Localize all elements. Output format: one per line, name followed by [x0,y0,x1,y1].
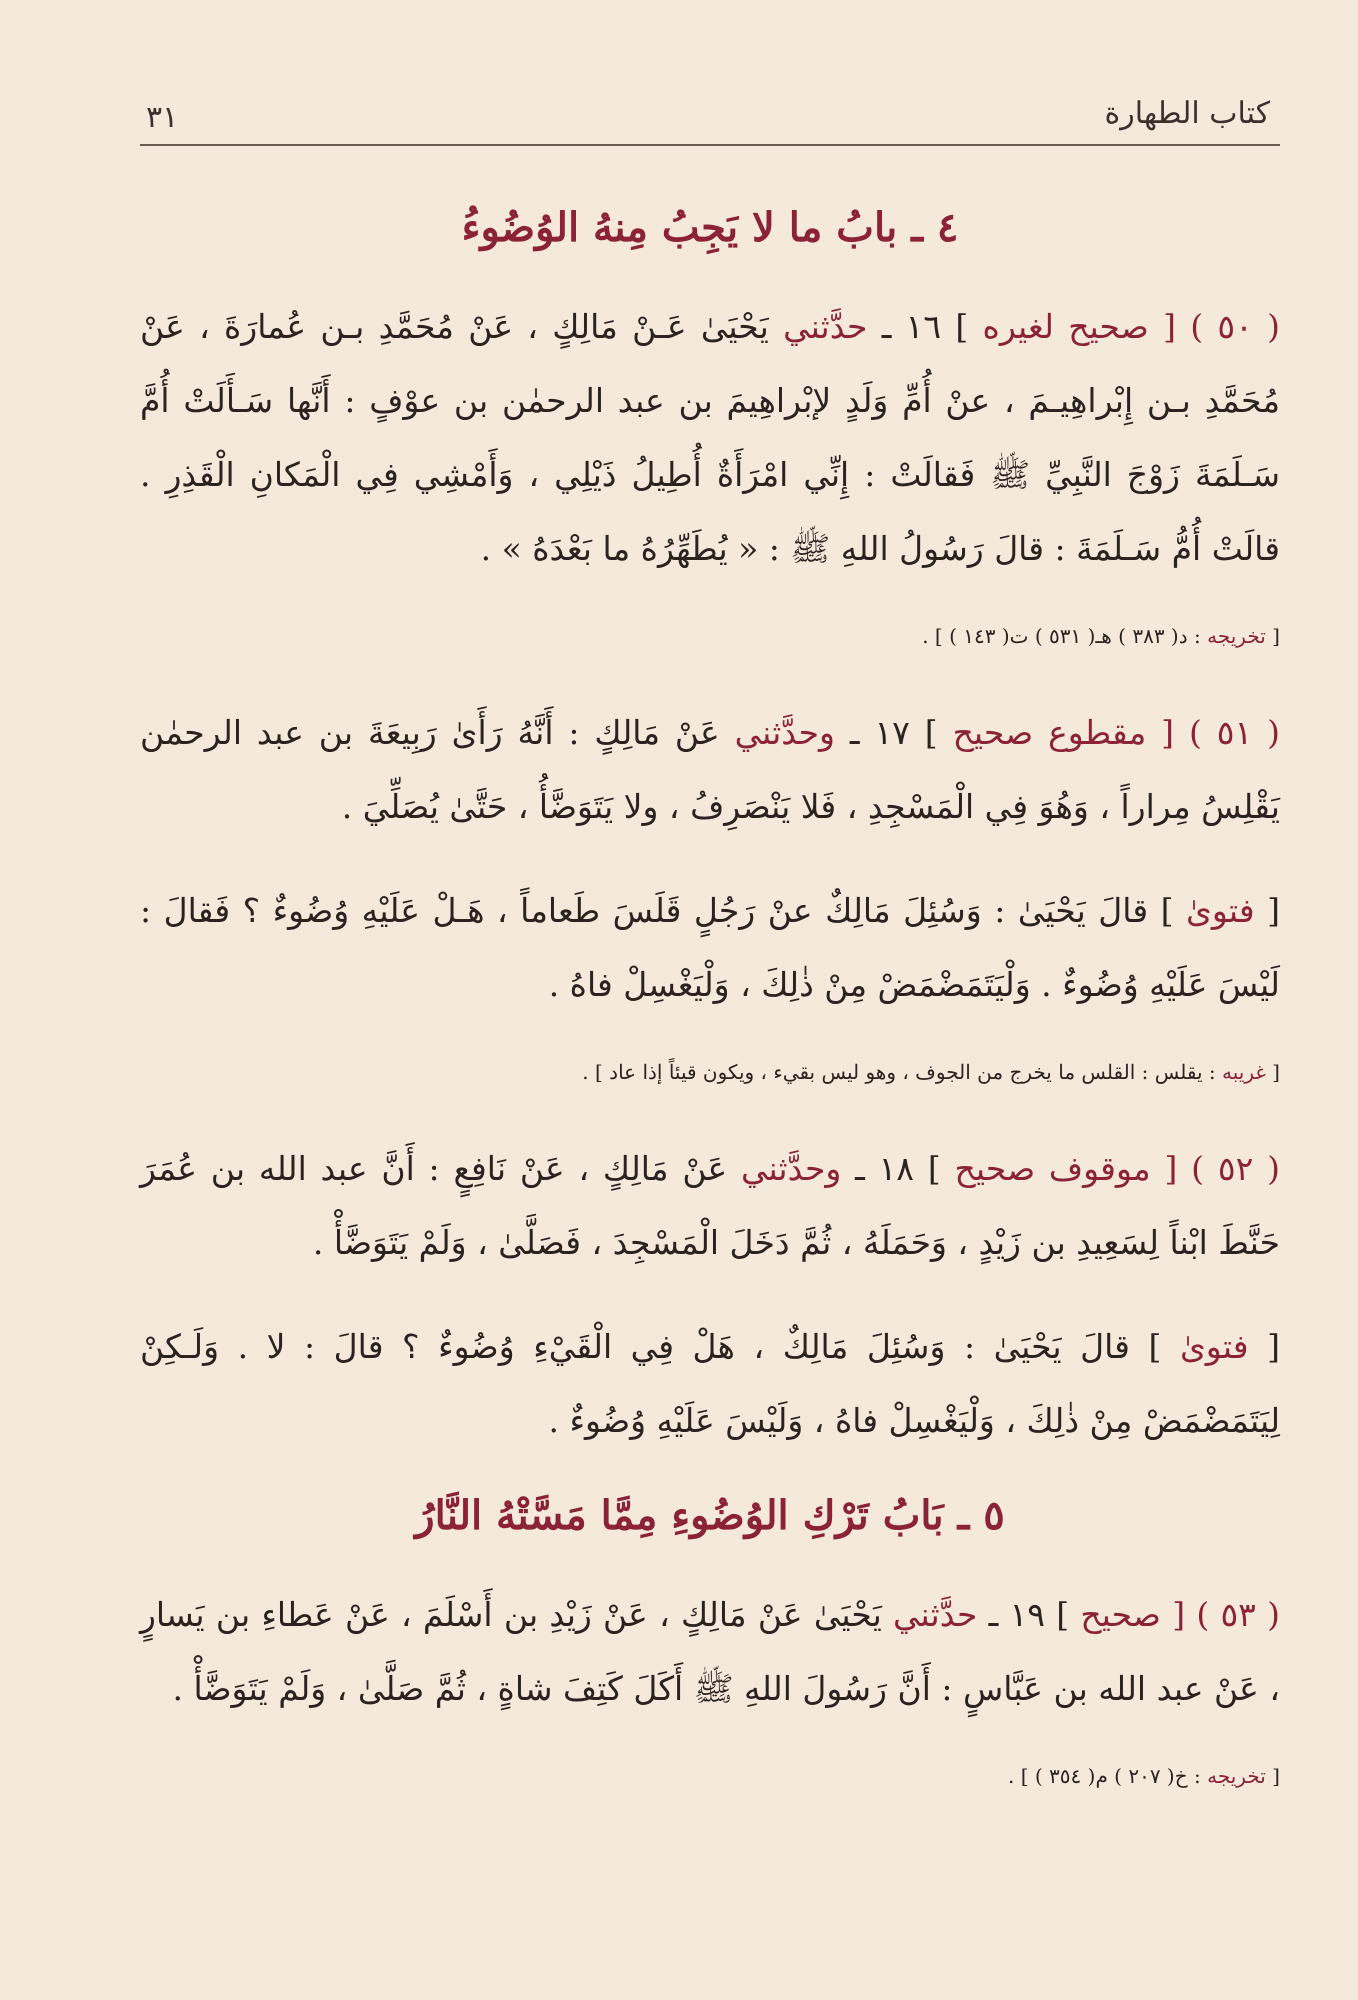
hadith-50-text: يَحْيَىٰ عَـنْ مَالِكٍ ، عَنْ مُحَمَّدِ بـن عُمارَةَ ، عَنْ مُحَمَّدِ بـن إِبْراهِيـمَ ، عنْ أُمِّ وَلَدٍ لإبْراهِيمَ بن عبد الرحمٰن بن عوْفٍ : أَنَّها سَـأَلَتْ أُمَّ سَـلَمَةَ زَوْجَ النَّبِيِّ ﷺ فَقالَتْ : إِنِّي امْرَأَةٌ أُطِيلُ ذَيْلِي ، وَأَمْشِي فِي الْمَكانِ الْقَذِرِ . قالَتْ أُمُّ سَـلَمَةَ : قالَ رَسُولُ اللهِ ﷺ : « يُطَهِّرُهُ ما بَعْدَهُ » . [140,307,1280,568]
gharib-text: : يقلس : القلس ما يخرج من الجوف ، وهو ليس بقيء ، ويكون قيئاً إذا عاد ] . [582,1060,1222,1084]
hadith-50-takhrij: [ تخريجه : د( ٣٨٣ ) هـ( ٥٣١ ) ت( ١٤٣ ) ] . [922,624,1280,648]
running-title: كتاب الطهارة [1104,96,1270,131]
page-body [140,200,1280,1836]
hadith-50-number: ] ١٦ ـ [867,307,983,346]
chapter-title-4: ٤ ـ بابُ ما لا يَجِبُ مِنهُ الوُضُوءُ [461,204,959,251]
hadith-53-open: ( ٥٣ ) [ [1160,1595,1281,1634]
fatwa-label: فتوىٰ [1185,891,1255,930]
hadith-52-text: عَنْ مَالِكٍ ، عَنْ نَافِعٍ : أَنَّ عبد الله بن عُمَرَ حَنَّطَ ابْناً لِسَعِيدِ بن زَيْدٍ ، وَحَمَلَهُ ، ثُمَّ دَخَلَ الْمَسْجِدَ ، فَصَلَّىٰ ، وَلَمْ يَتَوَضَّأْ . [140,1149,1280,1262]
takhrij-label: تخريجه [1207,1764,1266,1788]
hadith-52-grade: موقوف صحيح [954,1149,1151,1188]
hadith-52-open: ( ٥٢ ) [ [1150,1149,1281,1188]
hadith-52-lead: وحدَّثني [740,1149,842,1188]
hadith-50-grade: صحيح لغيره [982,307,1149,346]
hadith-52-number: ] ١٨ ـ [841,1149,955,1188]
page-number: ٣١ [146,100,179,135]
fatwa-51: [ فتوىٰ ] قالَ يَحْيَىٰ : وَسُئِلَ مَالِكٌ عنْ رَجُلٍ قَلَسَ طَعاماً ، هَـلْ عَلَيْهِ وُضُوءٌ ؟ فَقالَ : لَيْسَ عَلَيْهِ وُضُوءٌ . وَلْيَتَمَضْمَضْ مِنْ ذٰلِكَ ، وَلْيَغْسِلْ فاهُ . [140,891,1280,1004]
hadith-51-number: ] ١٧ ـ [834,713,953,752]
gharib-label: غريبه [1222,1060,1266,1084]
hadith-51-gharib: [ غريبه : يقلس : القلس ما يخرج من الجوف ، وهو ليس بقيء ، ويكون قيئاً إذا عاد ] . [582,1060,1280,1084]
hadith-53-number: ] ١٩ ـ [977,1595,1081,1634]
hadith-51-open: ( ٥١ ) [ [1146,713,1280,752]
hadith-51 [140,696,1280,844]
fatwa-52: [ فتوىٰ ] قالَ يَحْيَىٰ : وَسُئِلَ مَالِكٌ ، هَلْ فِي الْقَيْءِ وُضُوءٌ ؟ قالَ : لا . وَلَـكِنْ لِيَتَمَضْمَضْ مِنْ ذٰلِكَ ، وَلْيَغْسِلْ فاهُ ، وَلَيْسَ عَلَيْهِ وُضُوءٌ . [140,1327,1280,1440]
hadith-53-takhrij: [ تخريجه : خ( ٢٠٧ ) م( ٣٥٤ ) ] . [1008,1764,1280,1788]
hadith-53-grade: صحيح [1080,1595,1161,1634]
chapter-title-5: ٥ ـ بَابُ تَرْكِ الوُضُوءِ مِمَّا مَسَّتْهُ النَّارُ [415,1492,1005,1539]
hadith-51-lead: وحدَّثني [734,713,835,752]
takhrij-text: : خ( ٢٠٧ ) م( ٣٥٤ ) ] . [1008,1764,1208,1788]
fatwa-text: ] قالَ يَحْيَىٰ : وَسُئِلَ مَالِكٌ ، هَلْ فِي الْقَيْءِ وُضُوءٌ ؟ قالَ : لا . وَلَـكِنْ لِيَتَمَضْمَضْ مِنْ ذٰلِكَ ، وَلْيَغْسِلْ فاهُ ، وَلَيْسَ عَلَيْهِ وُضُوءٌ . [140,1327,1280,1440]
hadith-53-text: يَحْيَىٰ عَنْ مَالِكٍ ، عَنْ زَيْدِ بن أَسْلَمَ ، عَنْ عَطاءِ بن يَسارٍ ، عَنْ عبد الله بن عَبَّاسٍ : أَنَّ رَسُولَ اللهِ ﷺ أَكَلَ كَتِفَ شاةٍ ، ثُمَّ صَلَّىٰ ، وَلَمْ يَتَوَضَّأْ . [140,1595,1280,1708]
hadith-51-grade: مقطوع صحيح [952,713,1147,752]
page-header [140,92,1280,146]
hadith-51-text: عَنْ مَالِكٍ : أَنَّهُ رَأَىٰ رَبِيعَةَ بن عبد الرحمٰن يَقْلِسُ مِراراً ، وَهُوَ فِي الْمَسْجِدِ ، فَلا يَنْصَرِفُ ، ولا يَتَوَضَّأُ ، حَتَّىٰ يُصَلِّيَ . [140,713,1280,826]
hadith-53 [140,1578,1280,1726]
hadith-53-lead: حدَّثني [893,1595,978,1634]
hadith-50-open: ( ٥٠ ) [ [1148,307,1280,346]
takhrij-label: تخريجه [1207,624,1266,648]
hadith-52 [140,1132,1280,1280]
hadith-50-lead: حدَّثني [783,307,868,346]
fatwa-label: فتوىٰ [1179,1327,1249,1366]
fatwa-text: ] قالَ يَحْيَىٰ : وَسُئِلَ مَالِكٌ عنْ رَجُلٍ قَلَسَ طَعاماً ، هَـلْ عَلَيْهِ وُضُوءٌ ؟ فَقالَ : لَيْسَ عَلَيْهِ وُضُوءٌ . وَلْيَتَمَضْمَضْ مِنْ ذٰلِكَ ، وَلْيَغْسِلْ فاهُ . [140,891,1280,1004]
takhrij-text: : د( ٣٨٣ ) هـ( ٥٣١ ) ت( ١٤٣ ) ] . [922,624,1208,648]
hadith-50 [140,290,1280,586]
